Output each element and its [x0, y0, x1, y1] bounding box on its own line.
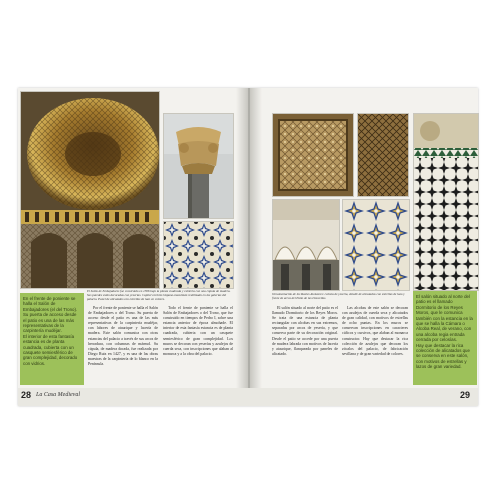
left-page-number: 28	[21, 390, 32, 400]
dome-illustration	[21, 92, 159, 288]
lattice-illustration	[358, 114, 408, 196]
arches-illustration	[273, 200, 339, 290]
stucco-panel-illustration	[273, 114, 353, 196]
right-sidebar-note: El salón situado al norte del patio es el llamado Dormitorio de los Reyes Moros, que le comunica también con la estancia en la que se halla la Cámara o Alcoba Real, de verano, con una alcoba regia entrada cerrada por celosías. Hay que destacar la rica colección de alicatados que se conserva en este salón, con motivos de estrellas y lazos de gran variedad.	[413, 291, 477, 385]
arches-photo	[272, 199, 340, 291]
left-sidebar-note: En el frente de poniente se halla el Salón de Embajadores (el del Trono). Su puerta de acceso desde el patio es una de las más representativas de la carpintería mudéjar. El interior de esta fantasía estancia es de planta cuadrada, cubierta con un casquete semiesférico de gran complejidad, decorado con vidrios.	[20, 293, 84, 385]
dome-photo	[20, 91, 160, 289]
blue-tile-photo-right	[342, 199, 410, 291]
right-column-2-text: Las alcobas de este salón se decoran con azulejos de cuerda seca y alicatados de gran calidad, con motivos de estrellas de ocho puntas. En los muros se conservan inscripciones en caracteres cúficos y cursivos, que alaban al monarca constructor. Hay que destacar la rica colección de azulejos que decoran los zócalos del palacio, de fabricación sevillana y de gran variedad de colores.	[342, 306, 408, 356]
blue-star-illustration	[343, 200, 409, 290]
left-column-1-text: Por el frente de poniente se halla el Salón de Embajadores o del Trono. Su puerta de acceso desde el patio es una de las más representativas de la carpintería mudéjar, con labores de ataurique y lacería de madera. Este salón comunica con otras estancias del palacio a través de sus arcos de herradura, con columnas de mármol. Su cúpula, de madera dorada, fue realizada por Diego Ruiz en 1427, y es una de las obras maestras de la carpintería de lo blanco en la Península.	[88, 306, 158, 367]
star-tile-illustration	[164, 222, 233, 288]
tile-column-illustration	[414, 114, 478, 290]
right-page-number: 29	[460, 390, 471, 400]
right-text-column-1	[272, 306, 338, 388]
lattice-photo	[357, 113, 409, 197]
right-photo-caption: Ornamentación de los Reales Alcázares: celosía de yesería, detalle de alicatados con estrellas de lazo y frente de arcos del Patio de las Doncellas.	[272, 292, 405, 301]
left-text-column-2	[163, 306, 233, 388]
right-text-column-2	[342, 306, 408, 388]
blue-tile-photo-left	[163, 221, 234, 289]
capital-photo	[163, 113, 234, 219]
footer-band	[18, 388, 478, 406]
book-gutter	[236, 88, 262, 406]
left-text-column-1	[88, 306, 158, 388]
left-column-2-text: Todo el frente de poniente se halla el Salón de Embajadores o del Trono, que fue construido en tiempos de Pedro I, sobre una estancia anterior de época almohade. El interior de esta fantasía estancia es de planta cuadrada, cubierta con un casquete semiesférico de gran complejidad. Los muros se decoran con yeserías y azulejos de cuerda seca, con inscripciones que alaban al monarca y a la obra del palacio.	[163, 306, 233, 356]
stucco-panel-photo	[272, 113, 354, 197]
right-column-1-text: El salón situado al norte del patio es el llamado Dormitorio de los Reyes Moros. Se trata de una estancia de planta rectangular con alcobas en sus extremos, separadas por arcos de yesería, y que conserva parte de su decoración original. Desde el patio se accede por una puerta de madera labrada con motivos de lacería y ataurique, flanqueada por paneles de alicatado.	[272, 306, 338, 356]
left-photo-caption: El Salón de Embajadores fue construido en 1366 bajo la planta cuadrada y cubierta con una cúpula de madera. Sus paredes están decoradas con yeserías. Capitel corintio hispano-musulmán reutilizado en las galerías del palacio. Panel de alicatados con estrellas de lazo en colores.	[87, 289, 231, 302]
tile-column-photo	[413, 113, 479, 291]
left-running-title: La Casa Medieval	[36, 392, 80, 398]
capital-illustration	[164, 114, 233, 218]
